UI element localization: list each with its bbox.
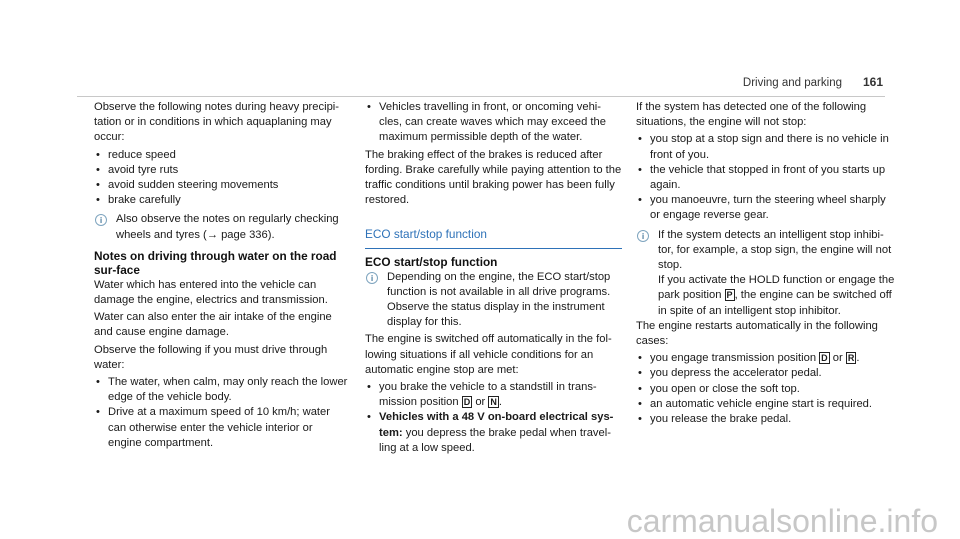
list-item: • you depress the accelerator pedal.	[636, 366, 898, 381]
item-text: you engage transmission position	[650, 352, 817, 365]
note-text-part: If you activate the HOLD function or engage the park position	[658, 274, 895, 302]
column-1	[94, 100, 349, 451]
paragraph: The braking effect of the brakes is reduced after fording. Brake carefully while paying attention to the traffic conditions until braking power has been fully restored.	[365, 148, 622, 207]
list-item: • Vehicles travelling in front, or oncoming vehi-cles, can create waves which may exceed the maximum permissible depth of the water.	[365, 100, 622, 146]
note-text: Also observe the notes on regularly checking wheels and tyres (→ page 336).	[116, 213, 339, 241]
bullet-list	[94, 375, 349, 451]
note-text-part: , the engine can be switched off in spite of an intelligent stop inhibitor.	[658, 289, 892, 317]
info-note	[365, 270, 622, 331]
list-item: • you engage transmission position D or R .	[636, 351, 898, 366]
note-text: If the system detects an intelligent stop inhibi-tor, for example, a stop sign, the engine will not stop.	[658, 228, 892, 272]
item-text: you brake the vehicle to a standstill in trans-mission position	[379, 381, 597, 409]
bullet-list	[94, 148, 349, 209]
info-note	[636, 228, 898, 319]
watermark: carmanualsonline.info	[626, 502, 938, 539]
info-icon: i	[637, 230, 649, 242]
list-item: • you stop at a stop sign and there is no vehicle in front of you.	[636, 132, 898, 162]
list-item: • you release the brake pedal.	[636, 412, 898, 427]
paragraph: Water which has entered into the vehicle can damage the engine, electrics and transmission.	[94, 278, 328, 307]
list-item: • an automatic vehicle engine start is required.	[636, 397, 898, 412]
bullet-list	[636, 351, 898, 427]
paragraph: Water can also enter the air intake of the engine and cause engine damage.	[94, 311, 332, 339]
column-3	[636, 100, 898, 427]
subheading-water-driving: Notes on driving through water on the road sur-face	[94, 248, 337, 277]
paragraph: Observe the following notes during heavy precipi-tation or in conditions in which aquaplaning may occur:	[94, 101, 340, 144]
gear-d-key: D	[821, 353, 828, 364]
paragraph: The engine restarts automatically in the following cases:	[636, 319, 878, 348]
list-item: • Drive at a maximum speed of 10 km/h; water can otherwise enter the vehicle interior or engine compartment.	[94, 405, 349, 451]
gear-p-key: P	[726, 290, 733, 301]
bullet-list	[365, 380, 622, 456]
header-section-title: Driving and parking	[742, 77, 842, 89]
info-icon: i	[366, 272, 378, 284]
paragraph: Observe the following if you must drive through water:	[94, 343, 328, 371]
or-text: or	[832, 352, 843, 365]
gear-d-key: D	[463, 397, 471, 408]
list-item: • reduce speed	[94, 148, 349, 163]
item-bold-text: Vehicles with a 48 V on-board electrical sys-tem:	[379, 411, 614, 439]
list-item: • avoid sudden steering movements	[94, 178, 349, 193]
paragraph: If the system has detected one of the following situations, the engine will not stop:	[636, 101, 867, 129]
info-note	[94, 212, 349, 242]
list-item: • the vehicle that stopped in front of you starts up again.	[636, 163, 898, 193]
list-item: • you manoeuvre, turn the steering wheel sharply or engage reverse gear.	[636, 193, 898, 223]
item-text: you depress the brake pedal when travel-ling at a low speed.	[379, 426, 611, 454]
gear-n-key: N	[490, 397, 497, 408]
list-item: • avoid tyre ruts	[94, 163, 349, 178]
header-divider	[77, 96, 885, 97]
list-item: • brake carefully	[94, 193, 349, 208]
column-2	[365, 100, 622, 456]
page-number: 161	[862, 75, 883, 89]
gear-r-key: R	[847, 353, 855, 364]
list-item: • you open or close the soft top.	[636, 382, 898, 397]
note-text: Depending on the engine, the ECO start/stop function is not available in all drive programs. Observe the status display in the instrument display for this.	[387, 270, 611, 329]
paragraph: The engine is switched off automatically in the fol-lowing situations if all vehicle conditions for an automatic engine stop are met:	[365, 333, 612, 376]
info-icon: i	[95, 214, 107, 226]
or-text: or	[475, 396, 486, 409]
list-item: • you brake the vehicle to a standstill in trans-mission position D or N .	[365, 380, 622, 410]
subheading-eco: ECO start/stop function	[365, 254, 498, 269]
section-title-eco: ECO start/stop function	[365, 227, 622, 248]
list-item: • The water, when calm, may only reach the lower edge of the vehicle body.	[94, 375, 349, 405]
list-item	[365, 410, 622, 456]
bullet-list	[636, 132, 898, 223]
bullet-list	[365, 100, 622, 146]
note-text	[658, 273, 898, 319]
page-header	[0, 0, 960, 100]
